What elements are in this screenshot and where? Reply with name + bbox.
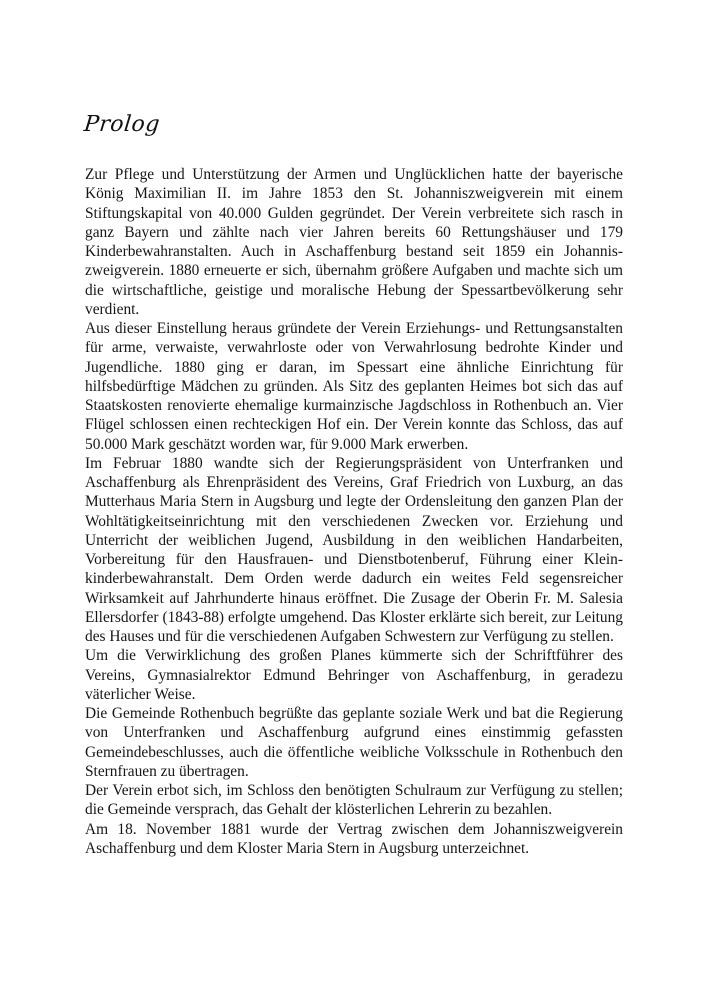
- page-title: Prolog: [82, 112, 162, 137]
- paragraph-2: Aus dieser Einstellung heraus gründete der Verein Erziehungs- und Rettungsanstalten für arme, verwaiste, verwahrloste oder von Verwahrlosung bedrohte Kinder und Jugendliche. 1880 ging er daran, im Spessart eine ähnliche Einrichtung für hilfsbedürftige Mädchen zu gründen. Als Sitz des geplanten Heimes bot sich das auf Staatskosten renovierte ehemalige kurmainzische Jagdschloss in Rothenbuch an. Vier Flügel schlossen einen rechteckigen Hof ein. Der Verein konnte das Schloss, das auf 50.000 Mark geschätzt worden war, für 9.000 Mark erwerben.: [85, 320, 623, 453]
- paragraph-7: Am 18. November 1881 wurde der Vertrag zwischen dem Johanniszweigverein Aschaffenburg und dem Kloster Maria Stern in Augsburg unterzeichnet.: [85, 820, 623, 857]
- paragraph-3: Im Februar 1880 wandte sich der Regierungspräsident von Unterfranken und Aschaffenburg als Ehrenpräsident des Vereins, Graf Friedrich von Luxburg, an das Mutterhaus Maria Stern in Augsburg und legte der Ordensleitung den ganzen Plan der Wohltätigkeitseinrichtung mit den verschiedenen Zwecken vor. Erziehung und Unterricht der weiblichen Jugend, Ausbildung in den weiblichen Handarbeiten, Vorbereitung für den Hausfrauen- und Dienstbotenberuf, Führung einer Kleinkinderbewahranstalt. Dem Orden werde dadurch ein weites Feld segensreicher Wirksamkeit auf Jahrhunderte hinaus eröffnet. Die Zusage der Oberin Fr. M. Salesia Ellersdorfer (1843-88) erfolgte umgehend. Das Kloster erklärte sich bereit, zur Leitung des Hauses und für die verschiedenen Aufgaben Schwestern zur Verfügung zu stellen.: [85, 454, 623, 645]
- body-text: [85, 165, 623, 858]
- paragraph-4: Um die Verwirklichung des großen Planes kümmerte sich der Schriftführer des Vereins, Gymnasialrektor Edmund Behringer von Aschaffenburg, in geradezu väterlicher Weise.: [85, 647, 623, 703]
- paragraph-5: Die Gemeinde Rothenbuch begrüßte das geplante soziale Werk und bat die Regierung von Unterfranken und Aschaffenburg aufgrund eines einstimmig gefassten Gemeindebeschlusses, auch die öffentliche weibliche Volksschule in Rothenbuch den Sternfrauen zu übertragen.: [85, 705, 623, 780]
- paragraph-1: Zur Pflege und Unterstützung der Armen und Unglücklichen hatte der bayerische König Maximilian II. im Jahre 1853 den St. Johanniszweigverein mit einem Stiftungskapital von 40.000 Gulden gegründet. Der Verein verbreitete sich rasch in ganz Bayern und zählte nach vier Jahren bereits 60 Rettungshäuser und 179 Kinderbewahranstalten. Auch in Aschaffenburg bestand seit 1859 ein Johanniszweigverein. 1880 erneuerte er sich, übernahm größere Aufgaben und machte sich um die wirtschaftliche, geistige und moralische Hebung der Spessartbevölkerung sehr verdient.: [85, 166, 623, 318]
- paragraph-6: Der Verein erbot sich, im Schloss den benötigten Schulraum zur Verfügung zu stellen; die Gemeinde versprach, das Gehalt der klösterlichen Lehrerin zu bezahlen.: [85, 782, 623, 819]
